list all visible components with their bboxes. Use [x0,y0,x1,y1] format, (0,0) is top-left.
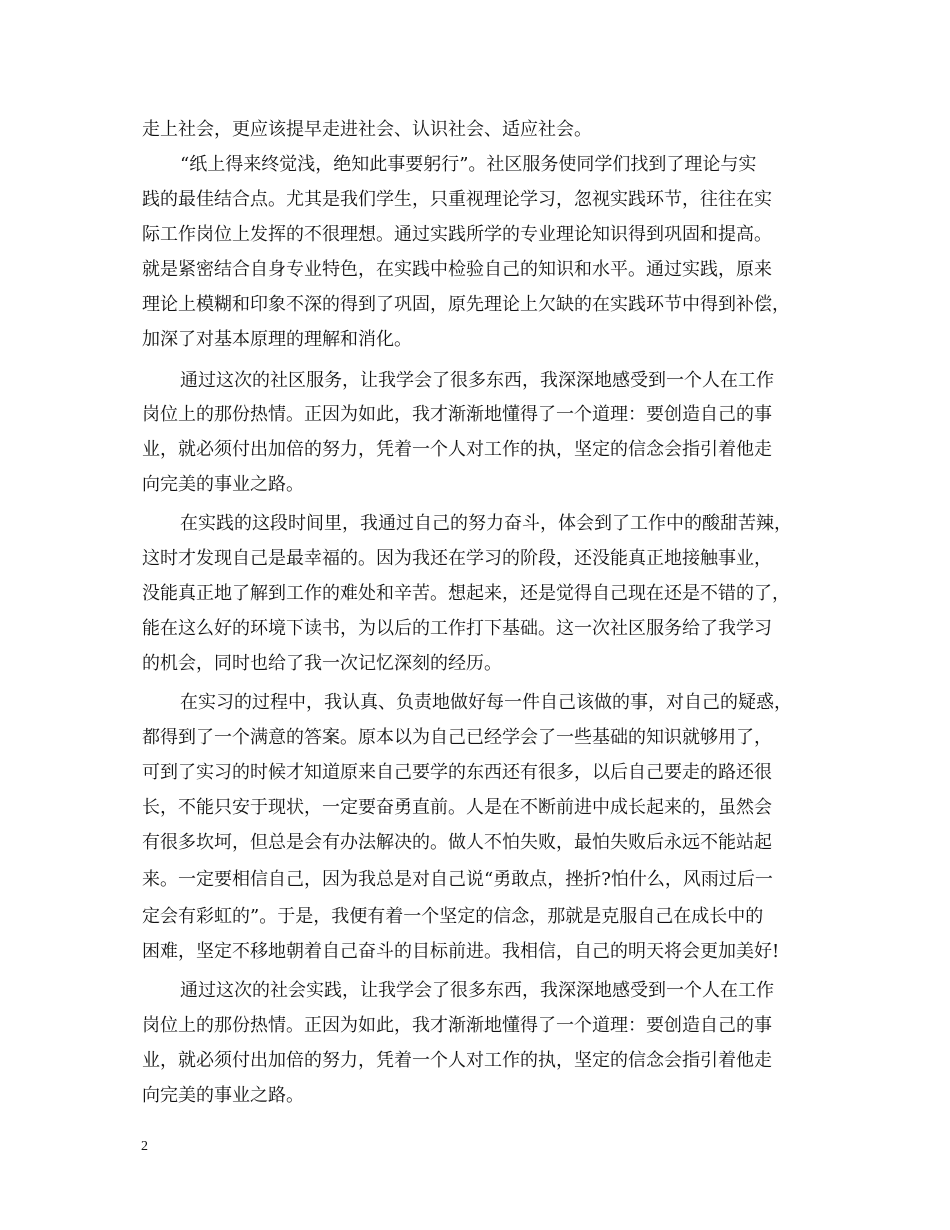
text-line: 走上社会，更应该提早走进社会、认识社会、适应社会。 [142,119,592,140]
text-line: 在实习的过程中，我认真、负责地做好每一件自己该做的事，对自己的疑惑， [180,692,792,713]
text-line: 践的最佳结合点。尤其是我们学生，只重视理论学习，忽视实践环节，往往在实 [142,189,772,210]
text-line: 来。一定要相信自己，因为我总是对自己说“勇敢点，挫折?怕什么，风雨过后一 [142,869,773,890]
text-line: 通过这次的社区服务，让我学会了很多东西，我深深地感受到一个人在工作 [180,370,774,391]
text-line: 可到了实习的时候才知道原来自己要学的东西还有很多，以后自己要走的路还很 [142,762,772,783]
text-line: 岗位上的那份热情。正因为如此，我才渐渐地懂得了一个道理：要创造自己的事 [142,404,772,425]
text-line: 业，就必须付出加倍的努力，凭着一个人对工作的执，坚定的信念会指引着他走 [142,439,772,460]
text-line: 长，不能只安于现状，一定要奋勇直前。人是在不断前进中成长起来的，虽然会 [142,797,772,818]
text-line: 通过这次的社会实践，让我学会了很多东西，我深深地感受到一个人在工作 [180,980,774,1001]
text-line: 都得到了一个满意的答案。原本以为自己已经学会了一些基础的知识就够用了， [142,727,772,748]
text-line: 向完美的事业之路。 [142,474,304,495]
text-line: 这时才发现自己是最幸福的。因为我还在学习的阶段，还没能真正地接触事业， [142,548,772,569]
text-line: 向完美的事业之路。 [142,1085,304,1106]
page-number: 2 [141,1139,148,1154]
text-line: 岗位上的那份热情。正因为如此，我才渐渐地懂得了一个道理：要创造自己的事 [142,1015,772,1036]
text-line: 没能真正地了解到工作的难处和辛苦。想起来，还是觉得自己现在还是不错的了， [142,583,790,604]
text-line: 困难，坚定不移地朝着自己奋斗的目标前进。我相信，自己的明天将会更加美好! [142,941,780,962]
text-line: 有很多坎坷，但总是会有办法解决的。做人不怕失败，最怕失败后永远不能站起 [142,832,772,853]
text-line: 的机会，同时也给了我一次记忆深刻的经历。 [142,653,502,674]
text-line: 加深了对基本原理的理解和消化。 [142,329,412,350]
text-line: 就是紧密结合自身专业特色，在实践中检验自己的知识和水平。通过实践，原来 [142,259,772,280]
text-line: 际工作岗位上发挥的不很理想。通过实践所学的专业理论知识得到巩固和提高。 [142,224,772,245]
text-line: 在实践的这段时间里，我通过自己的努力奋斗，体会到了工作中的酸甜苦辣， [180,513,792,534]
text-line: 能在这么好的环境下读书，为以后的工作打下基础。这一次社区服务给了我学习 [142,618,772,639]
text-line: 理论上模糊和印象不深的得到了巩固，原先理论上欠缺的在实践环节中得到补偿， [142,294,790,315]
text-line: 业，就必须付出加倍的努力，凭着一个人对工作的执，坚定的信念会指引着他走 [142,1050,772,1071]
text-line: 定会有彩虹的”。于是，我便有着一个坚定的信念，那就是克服自己在成长中的 [142,906,764,927]
text-line: “纸上得来终觉浅，绝知此事要躬行”。社区服务使同学们找到了理论与实 [180,154,757,175]
